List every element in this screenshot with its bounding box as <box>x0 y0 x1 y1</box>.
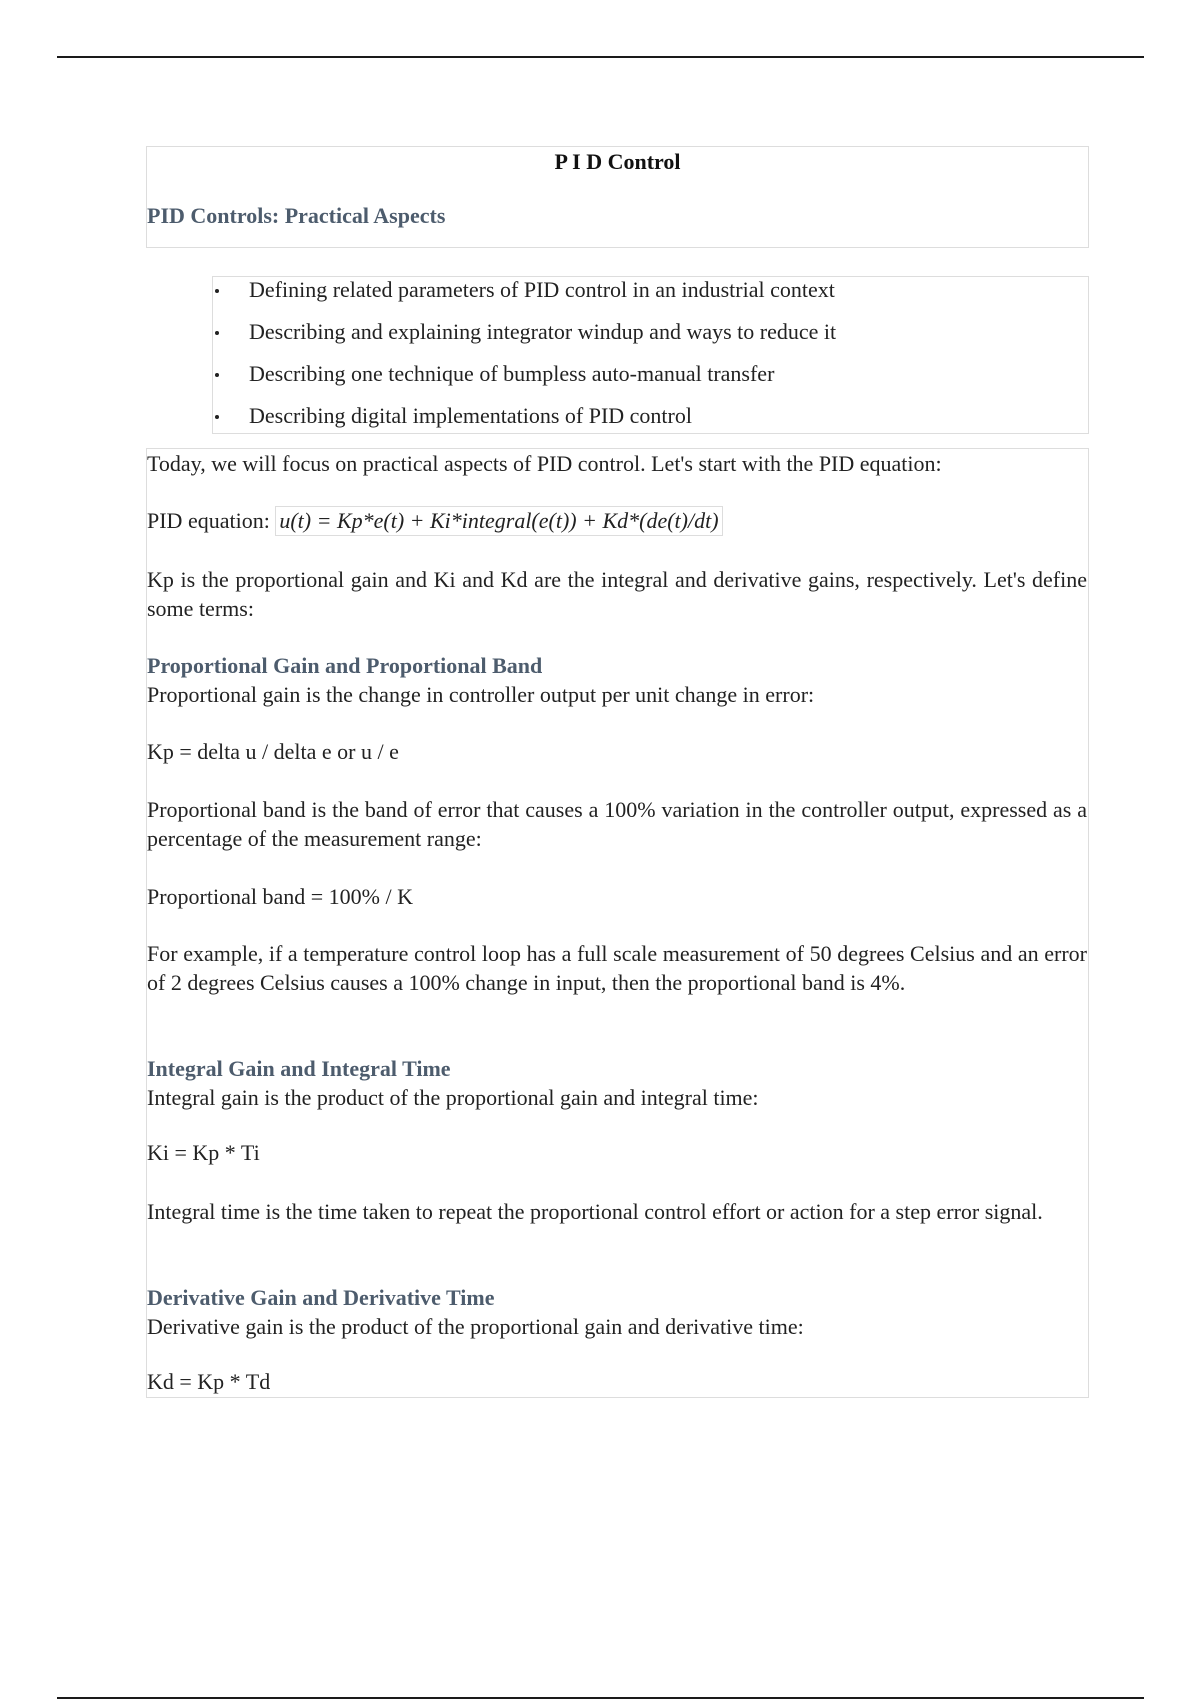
bullet-icon <box>215 289 219 293</box>
section-text: Derivative gain is the product of the proportional gain and derivative time: <box>147 1314 804 1339</box>
objective-text: Describing and explaining integrator windup and ways to reduce it <box>249 319 837 344</box>
section-text: Integral gain is the product of the proportional gain and integral time: <box>147 1085 759 1110</box>
section-heading: Integral Gain and Integral Time <box>147 1056 451 1081</box>
proportional-band-paragraph: Proportional band is the band of error that causes a 100% variation in the controller output, expressed as a percentage of the measurement range: <box>147 797 1087 851</box>
list-item <box>213 319 1088 361</box>
example-paragraph: For example, if a temperature control loop has a full scale measurement of 50 degrees Celsius and an error of 2 degrees Celsius causes a 100% change in input, then the proportional band is 4%. <box>147 941 1087 995</box>
objectives-box <box>212 276 1089 434</box>
section-heading: Derivative Gain and Derivative Time <box>147 1285 495 1310</box>
intro-paragraph: Today, we will focus on practical aspects of PID control. Let's start with the PID equation: <box>147 451 942 476</box>
section-text: Proportional gain is the change in controller output per unit change in error: <box>147 682 815 707</box>
derivative-section <box>147 1283 1087 1341</box>
proportional-band-formula: Proportional band = 100% / K <box>147 884 413 909</box>
integral-time-paragraph: Integral time is the time taken to repeat the proportional control effort or action for a step error signal. <box>147 1199 1043 1224</box>
proportional-formula: Kp = delta u / delta e or u / e <box>147 739 399 764</box>
bullet-icon <box>215 373 219 377</box>
header-box <box>146 146 1089 248</box>
list-item <box>213 361 1088 403</box>
integral-section <box>147 1054 1087 1112</box>
bullet-icon <box>215 415 219 419</box>
bullet-icon <box>215 331 219 335</box>
list-item <box>213 403 1088 445</box>
integral-formula: Ki = Kp * Ti <box>147 1140 260 1165</box>
objective-text: Defining related parameters of PID control in an industrial context <box>249 277 835 302</box>
top-rule <box>57 56 1144 58</box>
equation-line <box>147 506 1087 536</box>
objectives-list <box>213 277 1088 445</box>
section-heading: Proportional Gain and Proportional Band <box>147 653 543 678</box>
page-subtitle: PID Controls: Practical Aspects <box>147 203 446 228</box>
gains-paragraph: Kp is the proportional gain and Ki and Kd are the integral and derivative gains, respectively. Let's define some terms: <box>147 567 1087 621</box>
proportional-section <box>147 651 1087 709</box>
list-item <box>213 277 1088 319</box>
bottom-rule <box>57 1697 1144 1699</box>
derivative-formula: Kd = Kp * Td <box>147 1369 271 1394</box>
objective-text: Describing one technique of bumpless auto-manual transfer <box>249 361 775 386</box>
objective-text: Describing digital implementations of PID control <box>249 403 692 428</box>
content-box <box>146 448 1089 1398</box>
page-title: P I D Control <box>554 149 681 174</box>
pid-equation: u(t) = Kp*e(t) + Ki*integral(e(t)) + Kd*(de(t)/dt) <box>275 506 722 536</box>
equation-label: PID equation: <box>147 508 270 533</box>
